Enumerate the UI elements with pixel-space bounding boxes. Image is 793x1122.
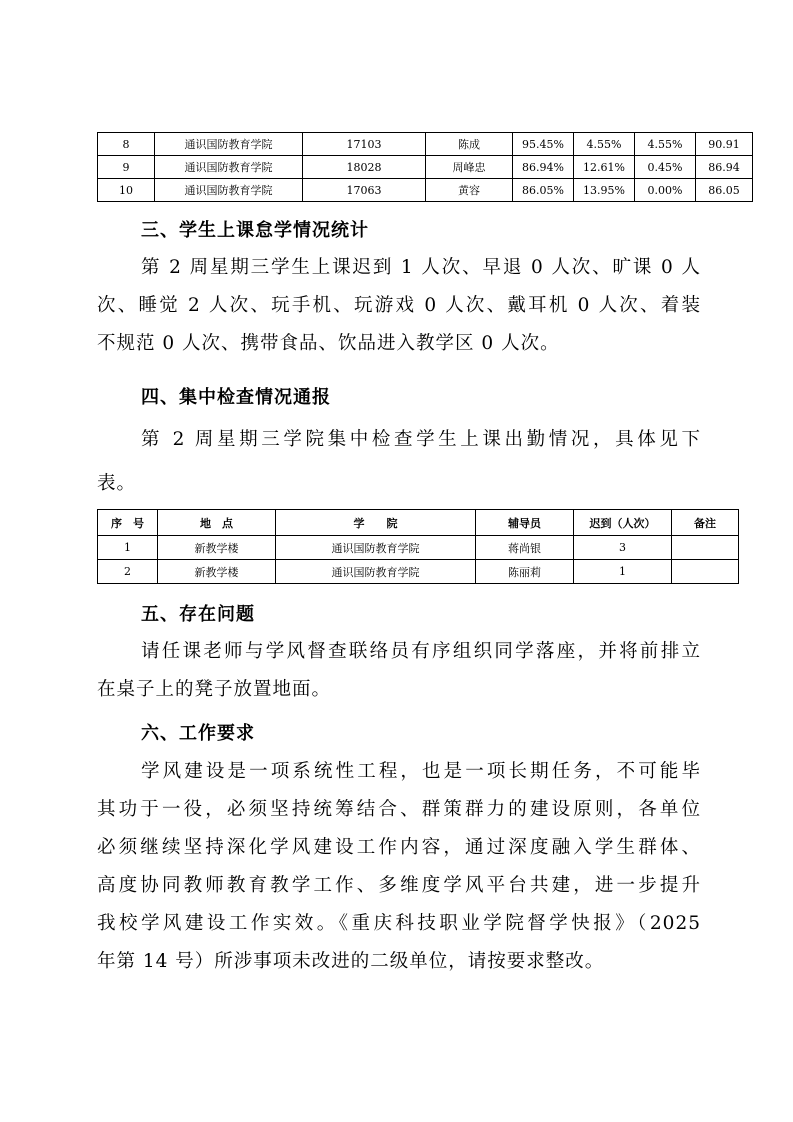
paragraph-line: 学风建设是一项系统性工程，也是一项长期任务，不可能毕: [141, 761, 701, 782]
paragraph-line: 其功于一役，必须坚持统筹结合、群策群力的建设原则，各单位: [97, 799, 701, 820]
header-late: 迟到（人次）: [574, 510, 672, 536]
paragraph-line: 必须继续坚持深化学风建设工作内容，通过深度融入学生群体、: [97, 837, 701, 858]
table-row: [98, 536, 739, 560]
cell-late: 3: [574, 536, 672, 560]
header-counselor: 辅导员: [476, 510, 574, 536]
cell-late: 1: [574, 560, 672, 584]
paragraph-line: 年第 14 号）所涉事项未改进的二级单位，请按要求整改。: [97, 951, 605, 972]
cell-score: 86.94: [696, 156, 753, 179]
cell-counselor: 陈丽莉: [476, 560, 574, 584]
cell-class: 17103: [303, 133, 426, 156]
cell-class: 18028: [303, 156, 426, 179]
cell-class: 17063: [303, 179, 426, 202]
table-header-row: [98, 510, 739, 536]
cell-score: 90.91: [696, 133, 753, 156]
cell-name: 黄容: [426, 179, 513, 202]
section4-heading: 四、集中检查情况通报: [141, 387, 331, 408]
cell-no: 9: [98, 156, 155, 179]
cell-absence: 4.55%: [574, 133, 635, 156]
cell-absence: 13.95%: [574, 179, 635, 202]
check-table: [97, 509, 739, 584]
table-row: [98, 179, 753, 202]
paragraph-line: 我校学风建设工作实效。《重庆科技职业学院督学快报》（2025: [97, 913, 701, 934]
cell-remark: [672, 560, 739, 584]
header-college: 学 院: [276, 510, 476, 536]
section3-heading: 三、学生上课怠学情况统计: [141, 220, 369, 241]
cell-no: 8: [98, 133, 155, 156]
section6-heading: 六、工作要求: [141, 723, 255, 744]
cell-name: 周峰忠: [426, 156, 513, 179]
cell-name: 陈成: [426, 133, 513, 156]
cell-college: 通识国防教育学院: [276, 536, 476, 560]
cell-score: 86.05: [696, 179, 753, 202]
paragraph-line: 不规范 0 人次、携带食品、饮品进入教学区 0 人次。: [97, 333, 560, 354]
cell-late: 4.55%: [635, 133, 696, 156]
paragraph-line: 第 2 周星期三学院集中检查学生上课出勤情况，具体见下: [141, 429, 701, 450]
cell-remark: [672, 536, 739, 560]
cell-late: 0.45%: [635, 156, 696, 179]
section4-paragraph: [97, 418, 701, 506]
cell-college: 通识国防教育学院: [155, 133, 303, 156]
header-remark: 备注: [672, 510, 739, 536]
section5-paragraph: [97, 633, 701, 709]
cell-attendance: 95.45%: [513, 133, 574, 156]
cell-no: 2: [98, 560, 158, 584]
cell-attendance: 86.94%: [513, 156, 574, 179]
cell-no: 10: [98, 179, 155, 202]
table-row: [98, 133, 753, 156]
section3-paragraph: [97, 249, 701, 363]
paragraph-line: 在桌子上的凳子放置地面。: [97, 679, 332, 700]
cell-absence: 12.61%: [574, 156, 635, 179]
paragraph-line: 表。: [97, 473, 137, 494]
cell-college: 通识国防教育学院: [155, 156, 303, 179]
cell-place: 新教学楼: [158, 560, 276, 584]
cell-college: 通识国防教育学院: [276, 560, 476, 584]
table-row: [98, 156, 753, 179]
cell-college: 通识国防教育学院: [155, 179, 303, 202]
paragraph-line: 次、睡觉 2 人次、玩手机、玩游戏 0 人次、戴耳机 0 人次、着装: [97, 295, 701, 316]
section5-heading: 五、存在问题: [141, 604, 255, 625]
section6-paragraph: [97, 753, 701, 981]
cell-attendance: 86.05%: [513, 179, 574, 202]
cell-counselor: 蒋尚银: [476, 536, 574, 560]
paragraph-line: 请任课老师与学风督查联络员有序组织同学落座，并将前排立: [141, 641, 701, 662]
header-no: 序 号: [98, 510, 158, 536]
table-row: [98, 560, 739, 584]
cell-late: 0.00%: [635, 179, 696, 202]
cell-place: 新教学楼: [158, 536, 276, 560]
header-place: 地 点: [158, 510, 276, 536]
ranking-table: [97, 132, 753, 202]
paragraph-line: 第 2 周星期三学生上课迟到 1 人次、早退 0 人次、旷课 0 人: [141, 257, 701, 278]
paragraph-line: 高度协同教师教育教学工作、多维度学风平台共建，进一步提升: [97, 875, 701, 896]
cell-no: 1: [98, 536, 158, 560]
